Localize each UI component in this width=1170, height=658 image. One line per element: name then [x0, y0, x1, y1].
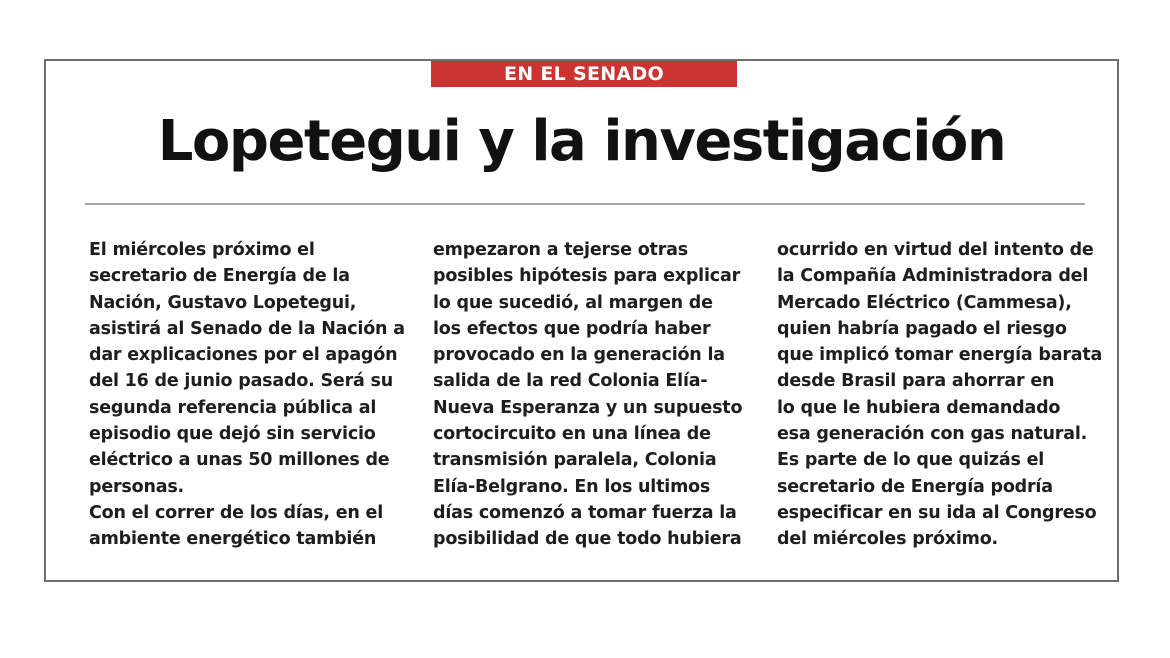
body-line: lo que le hubiera demandado [777, 397, 1061, 418]
body-column-3 [777, 237, 1103, 553]
body-line: del miércoles próximo. [777, 529, 998, 550]
body-line: transmisión paralela, Colonia [433, 450, 717, 471]
body-line: episodio que dejó sin servicio [89, 424, 376, 445]
body-line: Mercado Eléctrico (Cammesa), [777, 292, 1072, 313]
body-line: El miércoles próximo el [89, 240, 315, 260]
body-line: asistirá al Senado de la Nación a [89, 318, 405, 339]
body-line: especificar en su ida al Congreso [777, 502, 1097, 523]
body-line: secretario de Energía de la [89, 266, 350, 287]
body-line: Nación, Gustavo Lopetegui, [89, 292, 357, 313]
body-line: desde Brasil para ahorrar en [777, 371, 1055, 392]
body-line: Es parte de lo que quizás el [777, 450, 1045, 471]
body-line: días comenzó a tomar fuerza la [433, 502, 737, 523]
body-line: ocurrido en virtud del intento de [777, 240, 1094, 260]
article-box [44, 59, 1119, 582]
section-tag: EN EL SENADO [431, 61, 737, 87]
headline-divider [85, 203, 1085, 205]
body-line: los efectos que podría haber [433, 318, 711, 339]
body-line: Elía-Belgrano. En los ultimos [433, 476, 711, 497]
body-line: Con el correr de los días, en el [89, 502, 384, 523]
body-line: la Compañía Administradora del [777, 266, 1089, 287]
headline: Lopetegui y la investigación [157, 109, 1006, 174]
body-line: segunda referencia pública al [89, 397, 377, 418]
body-line: dar explicaciones por el apagón [89, 345, 398, 366]
body-line: posibilidad de que todo hubiera [433, 529, 742, 550]
body-line: que implicó tomar energía barata [777, 345, 1103, 366]
body-line: empezaron a tejerse otras [433, 240, 688, 260]
body-line: posibles hipótesis para explicar [433, 266, 740, 287]
body-line: personas. [89, 476, 184, 497]
body-line: secretario de Energía podría [777, 476, 1053, 497]
body-line: provocado en la generación la [433, 345, 725, 366]
body-line: eléctrico a unas 50 millones de [89, 450, 390, 471]
body-line: lo que sucedió, al margen de [433, 292, 713, 313]
body-column-1 [89, 237, 409, 553]
body-line: quien habría pagado el riesgo [777, 318, 1067, 339]
body-line: cortocircuito en una línea de [433, 424, 711, 445]
body-line: esa generación con gas natural. [777, 424, 1088, 445]
body-line: salida de la red Colonia Elía- [433, 371, 708, 392]
body-column-2 [433, 237, 753, 553]
body-line: ambiente energético también [89, 529, 377, 550]
body-line: Nueva Esperanza y un supuesto [433, 397, 743, 418]
body-line: del 16 de junio pasado. Será su [89, 371, 393, 392]
